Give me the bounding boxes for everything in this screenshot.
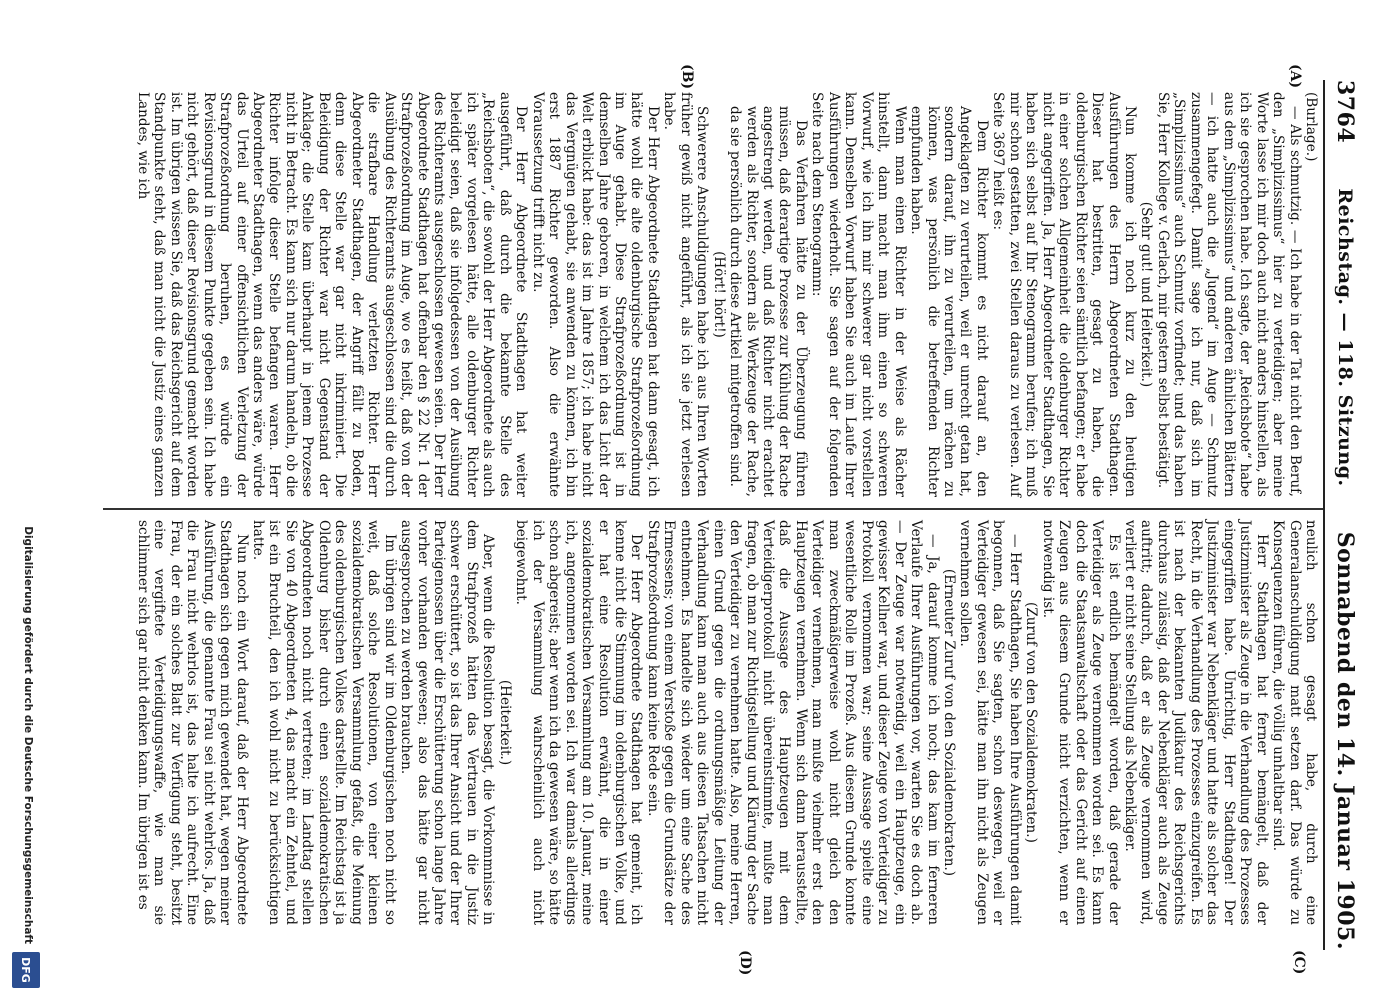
margin-letter-c: (C) (1291, 950, 1307, 975)
dfg-logo-icon (12, 952, 40, 988)
text-paragraph: Im übrigen sind wir im Oldenburgischen noch nicht so weit, daß solche Resolutionen, von einer kleinen sozialdemokratischen Versammlung gefaßt, die Meinung des oldenburgischen Volkes darstellte. Im Reichstag ist ja Oldenburg bisher durch einen sozialdemokratischen Abgeordneten noch nicht vertreten; im Landtag stellen Sie von 40 Abgeordneten 4, das macht ein Zehntel, und ist ein Bruchteil, den ich wohl nicht zu berücksichtigen hatte. (250, 520, 398, 925)
text-paragraph: Nun noch ein Wort darauf, daß der Herr Abgeordnete Stadthagen sich gegen mich gewendet hat, wegen meiner Ausführung, die genannte Frau sei nicht wehrlos. Ja, daß die Frau nicht wehrlos ist, das halte ich aufrecht. Eine Frau, der ein solches Blatt zur Verfügung steht, besitzt eine vergiftete Verteidigungswaffe, wie man sie schlimmer sich gar nicht denken kann. Im übrigen ist es (134, 520, 250, 925)
text-paragraph: — Ja, darauf komme ich noch; das kam im ferneren Verlaufe Ihrer Ausführungen vor, warten Sie es doch ab. — Der Zeuge war notwendig, weil ein Hauptzeuge, ein gewisser Kellner war, und dieser Zeuge von Verteidiger zu Protokoll vernommen war; seine Aussage spielte eine wesentliche Rolle im Prozeß. Aus diesem Grunde konnte man zweckmäßigerweise wohl nicht gleich den Verteidiger vernehmen, man mußte vielmehr erst den Hauptzeugen vernehmen. Wenn sich dann herausstellte, daß die Aussage des Hauptzeugen mit dem Verteidigerprotokoll nicht übereinstimmte, mußte man fragen, ob man zur Richtigstellung und Klärung der Sache den Verteidiger zu vernehmen hatte. Also, meine Herren, einen Grund gegen die ordnungsmäßige Leitung der Verhandlung kann man auch aus diesen Tatsachen nicht entnehmen. Es handelte sich wieder um eine Sache des Ermessens; von einem Verstoße gegen die Grundsätze der Strafprozeßordnung kann keine Rede sein. (644, 520, 941, 925)
interjection-line: (Heiterkeit.) (496, 679, 513, 766)
text-paragraph: Der Herr Abgeordnete Stadthagen hat weiter ausgeführt, daß durch die bekannte Stelle des „Reichsboten“, die sowohl der Herr Abgeordnete als auch ich später vorgelesen hätte, alle oldenburger Richter beleidigt seien, daß sie infolgedessen von der Ausübung des Richteramts ausgeschlossen gewesen seien. Der Herr Abgeordnete Stadthagen hat offenbar den § 22 Nr. 1 der Strafprozeßordnung im Auge, wo es heißt, daß von der Ausübung des Richteramts ausgeschlossen sind die durch die strafbare Handlung verletzten Richter. Herr Abgeordneter Stadthagen, der Angriff fällt zu Boden, denn diese Stelle war gar nicht inkriminiert. Die Beleidigung der Richter war nicht Gegenstand der Anklage; die Stelle kam überhaupt in jenem Prozesse nicht in Betracht. Es kann sich nur darum handeln, ob die Richter infolge dieser Stelle befangen waren. Herr Abgeordneter Stadthagen, wenn das anders wäre, würde das Urteil auf einer offensichtlichen Verletzung der Strafprozeßordnung beruhen, es würde ein Revisionsgrund in diesem Punkte gegeben sein. Ich habe nicht gehört, daß dieser Revisionsgrund gemacht worden ist. Im übrigen wissen Sie, daß das Reichsgericht auf dem Standpunkte steht, daß man nicht die Justiz eines ganzen Landes, wie ich (134, 92, 530, 497)
margin-letter-b: (B) (679, 64, 695, 90)
text-paragraph: neulich schon gesagt habe, durch eine Generalanschuldigung matt setzen darf. Das würde zu Konsequenzen führen, die völlig unhaltbar sind. (1270, 520, 1319, 925)
text-paragraph: Herr Stadthagen hat ferner bemängelt, daß der Justizminister als Zeuge in die Verhandlung des Prozesses eingegriffen habe. Unrichtig, Herr Stadthagen! Der Justizminister war Nebenkläger und hatte als solcher das Recht, in die Verhandlung des Prozesses einzugreifen. Es ist nach der bekannten Judikatur des Reichsgerichts durchaus zulässig, daß der Nebenkläger auch als Zeuge auftritt; dadurch, daß er als Zeuge vernommen wird, verliert er nicht seine Stellung als Nebenkläger. (1122, 520, 1270, 925)
dfg-logo-text: DFG (19, 957, 33, 983)
interjection-line: (Hört! hört!) (710, 251, 727, 338)
text-paragraph: — Herr Stadthagen, Sie haben Ihre Ausführungen damit begonnen, daß Sie sagten, schon deswegen, weil er Verteidiger gewesen sei, hätte man ihn nicht als Zeugen vernehmen sollen. (957, 520, 1023, 925)
interjection-line: (Erneuter Zuruf von den Sozialdemokraten.) (941, 568, 958, 877)
session-title: Reichstag. — 118. Sitzung. (1334, 188, 1356, 487)
margin-letter-a: (A) (1287, 64, 1303, 89)
session-date: Sonnabend den 14. Januar 1905. (1332, 531, 1358, 950)
text-paragraph: Wenn man einen Richter in der Weise als Rächer hinstellt, dann macht man ihm einen so schweren Vorwurf, wie ich ihn mir schwerer gar nicht vorstellen kann. Denselben Vorwurf haben Sie auch im Laufe Ihrer Ausführungen wiederholt. Sie sagen auf der folgenden Seite nach dem Stenogramm: (809, 92, 908, 497)
text-paragraph: Nun komme ich noch kurz zu den heutigen Ausführungen des Herrn Abgeordneten Stadthagen. Dieser hat bestritten, gesagt zu haben, die oldenburgischen Richter seien sämtlich befangen; er habe in einer solchen Allgemeinheit die oldenburger Richter nicht angegriffen. Ja, Herr Abgeordneter Stadthagen, Sie haben sich selbst auf Ihr Stenogramm berufen; ich muß mir schon gestatten, zwei Stellen daraus zu verlesen. Auf Seite 3697 heißt es: (990, 92, 1139, 497)
column-divider (103, 508, 1323, 510)
text-paragraph: Der Herr Abgeordnete Stadthagen hat gemeint, ich kenne nicht die Stimmung im oldenburgischen Volke, und er hat eine Resolution erwähnt, die in einer sozialdemokratischen Versammlung am 10. Januar, meine ich, angenommen worden sei. Ich war damals allerdings schon abgereist; aber wenn ich da gewesen wäre, so hätte ich der Versammlung wahrscheinlich auch nicht beigewohnt. (513, 520, 645, 925)
right-text-column (134, 520, 1319, 925)
digitization-footer (0, 0, 48, 1000)
interjection-line: (Zuruf von den Sozialdemokraten.) (1023, 602, 1040, 843)
text-paragraph: Das Verfahren hätte zu der Überzeugung führen müssen, daß derartige Prozesse zur Kühlung der Rache angestrengt werden, und daß Richter nicht erachtet werden als Richter, sondern als Werkzeuge der Rache, da sie persönlich durch diese Artikel mitgetroffen sind. (727, 106, 809, 497)
page-header (1323, 80, 1365, 950)
text-paragraph: Dem Richter kommt es nicht darauf an, den Angeklagten zu verurteilen, weil er unrecht getan hat, sondern darauf, ihn zu verurteilen, um rächen zu können, was persönlich die betreffenden Richter empfunden haben. (908, 106, 990, 497)
text-paragraph: Aber, wenn die Resolution besagt, die Vorkommnisse in dem Strafprozeß hätten das Vertrauen in die Justiz schwer erschüttert, so ist das Ihrer Ansicht und der Ihrer Parteigenossen über die Erschütterung schon lange Jahre vorher vorhanden gewesen; also das hätte gar nicht ausgesprochen zu werden brauchen. (398, 520, 497, 925)
page-number: 3764 (1332, 80, 1358, 144)
text-paragraph: Schwerere Anschuldigungen habe ich aus Ihren Worten früher gewiß nicht angeführt, als ich sie jetzt verlesen habe. (661, 92, 711, 497)
digitization-note: Digitalisierung gefördert durch die Deutsche Forschungsgemeinschaft (22, 526, 34, 944)
text-paragraph: — Als schmutzig. — Ich habe in der Tat nicht den Beruf, den „Simplizissimus“ hier zu verteidigen; aber meine Worte lasse ich mir doch auch nicht anders hinstellen, als ich sie gesprochen habe. Ich sagte, der „Reichsbote“ habe aus dem „Simplizissimus“ und anderen ähnlichen Blättern — ich hatte auch die „Jugend“ im Auge — Schmutz zusammengefegt. Damit sage ich nur, daß sich im „Simplizissimus“ auch Schmutz vorfindet; und das haben Sie, Herr Kollege v. Gerlach, mir gestern selbst bestätigt. (1154, 92, 1303, 497)
margin-letter-d: (D) (737, 950, 753, 976)
text-paragraph: Es ist endlich bemängelt worden, daß gerade der Verteidiger als Zeuge vernommen worden sei. Es kann doch die Staatsanwaltschaft oder das Gericht auf einen Zeugen aus diesem Grunde nicht verzichten, wenn er notwendig ist. (1039, 520, 1122, 925)
text-paragraph: (Burlage.) (1303, 92, 1319, 162)
interjection-line: (Sehr gut! und Heiterkeit.) (1138, 201, 1155, 388)
text-paragraph: Der Herr Abgeordnete Stadthagen hat dann gesagt, ich hätte wohl die alte oldenburgische Strafprozeßordnung im Auge gehabt. Diese Strafprozeßordnung ist in demselben Jahre geboren, in welchem ich das Licht der Welt erblickt habe: das ist im Jahre 1857; ich habe nicht das Vergnügen gehabt, sie anwenden zu können, ich bin erst 1887 Richter geworden. Also die erwähnte Voraussetzung trifft nicht zu. (529, 92, 661, 497)
left-text-column (134, 92, 1319, 497)
